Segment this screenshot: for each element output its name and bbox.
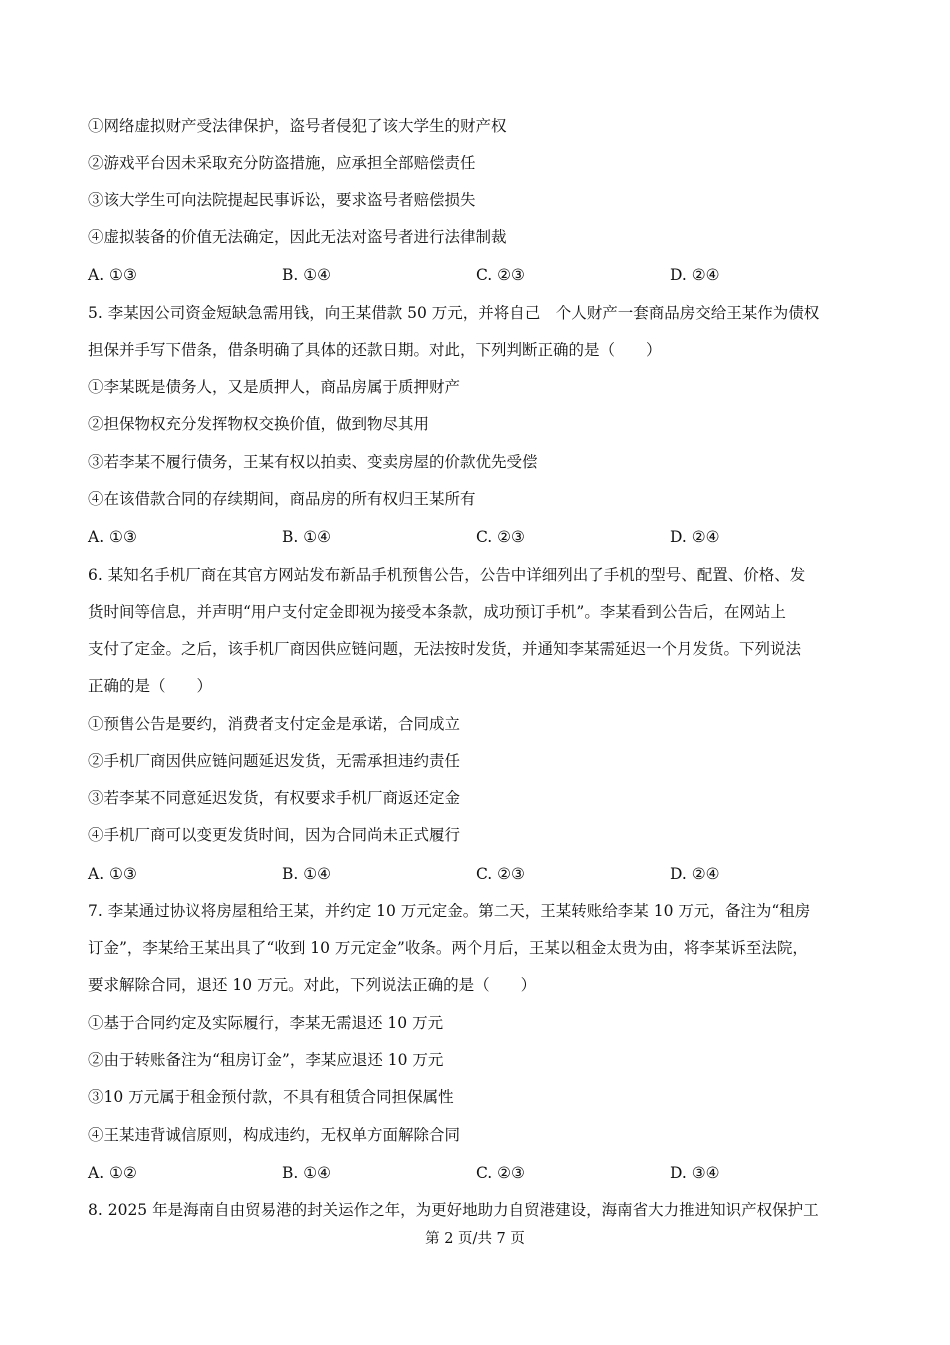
q5-option-d: D. ②④ — [670, 528, 720, 546]
q5-statement-2: ②担保物权充分发挥物权交换价值，做到物尽其用 — [88, 415, 430, 433]
q4-statement-2: ②游戏平台因未采取充分防盗措施，应承担全部赔偿责任 — [88, 154, 476, 172]
q6-stem-line-4: 正确的是（ ） — [88, 677, 213, 695]
q5-option-b: B. ①④ — [282, 528, 332, 546]
q8-stem-line-1: 8. 2025 年是海南自由贸易港的封关运作之年，为更好地助力自贸港建设，海南省大力推进知识产权保护工 — [88, 1201, 819, 1219]
q6-stem-line-3: 支付了定金。之后，该手机厂商因供应链问题，无法按时发货，并通知李某需延迟一个月发货。下列说法 — [88, 640, 802, 658]
q6-option-d: D. ②④ — [670, 865, 720, 883]
q6-statement-4: ④手机厂商可以变更发货时间，因为合同尚未正式履行 — [88, 826, 461, 844]
q7-statement-3: ③10 万元属于租金预付款，不具有租赁合同担保属性 — [88, 1088, 454, 1106]
q5-statement-3: ③若李某不履行债务，王某有权以拍卖、变卖房屋的价款优先受偿 — [88, 453, 538, 471]
q7-option-a: A. ①② — [88, 1164, 137, 1182]
q5-stem-line-1: 5. 李某因公司资金短缺急需用钱，向王某借款 50 万元，并将自己 个人财产一套商品房交给王某作为债权 — [88, 304, 820, 322]
page-footer: 第 2 页/共 7 页 — [425, 1231, 525, 1247]
q4-option-c: C. ②③ — [476, 266, 525, 284]
q5-option-a: A. ①③ — [88, 528, 137, 546]
q4-statement-1: ①网络虚拟财产受法律保护，盗号者侵犯了该大学生的财产权 — [88, 117, 507, 135]
q6-option-c: C. ②③ — [476, 865, 525, 883]
q6-statement-1: ①预售公告是要约，消费者支付定金是承诺，合同成立 — [88, 715, 461, 733]
q7-statement-1: ①基于合同约定及实际履行，李某无需退还 10 万元 — [88, 1014, 444, 1032]
q4-statement-3: ③该大学生可向法院提起民事诉讼，要求盗号者赔偿损失 — [88, 191, 476, 209]
q5-statement-4: ④在该借款合同的存续期间，商品房的所有权归王某所有 — [88, 490, 476, 508]
q7-stem-line-3: 要求解除合同，退还 10 万元。对此，下列说法正确的是（ ） — [88, 976, 537, 994]
q5-stem-line-2: 担保并手写下借条，借条明确了具体的还款日期。对此，下列判断正确的是（ ） — [88, 341, 662, 359]
q6-stem-line-1: 6. 某知名手机厂商在其官方网站发布新品手机预售公告，公告中详细列出了手机的型号、配置、价格、发 — [88, 566, 806, 584]
q4-statement-4: ④虚拟装备的价值无法确定，因此无法对盗号者进行法律制裁 — [88, 228, 507, 246]
q6-stem-line-2: 货时间等信息，并声明“用户支付定金即视为接受本条款，成功预订手机”。李某看到公告后，在网站上 — [88, 603, 786, 621]
q5-statement-1: ①李某既是债务人，又是质押人，商品房属于质押财产 — [88, 378, 461, 396]
q5-option-c: C. ②③ — [476, 528, 525, 546]
q4-option-b: B. ①④ — [282, 266, 332, 284]
q6-statement-2: ②手机厂商因供应链问题延迟发货，无需承担违约责任 — [88, 752, 461, 770]
q7-option-b: B. ①④ — [282, 1164, 332, 1182]
q7-statement-2: ②由于转账备注为“租房订金”，李某应退还 10 万元 — [88, 1051, 444, 1069]
q4-option-d: D. ②④ — [670, 266, 720, 284]
q6-option-b: B. ①④ — [282, 865, 332, 883]
q7-stem-line-2: 订金”，李某给王某出具了“收到 10 万元定金”收条。两个月后，王某以租金太贵为由，将李某诉至法院， — [88, 939, 808, 957]
q6-statement-3: ③若李某不同意延迟发货，有权要求手机厂商返还定金 — [88, 789, 461, 807]
q6-option-a: A. ①③ — [88, 865, 137, 883]
q7-option-c: C. ②③ — [476, 1164, 525, 1182]
q7-statement-4: ④王某违背诚信原则，构成违约，无权单方面解除合同 — [88, 1126, 461, 1144]
q7-option-d: D. ③④ — [670, 1164, 720, 1182]
q7-stem-line-1: 7. 李某通过协议将房屋租给王某，并约定 10 万元定金。第二天，王某转账给李某 10 万元，备注为“租房 — [88, 902, 811, 920]
q4-option-a: A. ①③ — [88, 266, 137, 284]
